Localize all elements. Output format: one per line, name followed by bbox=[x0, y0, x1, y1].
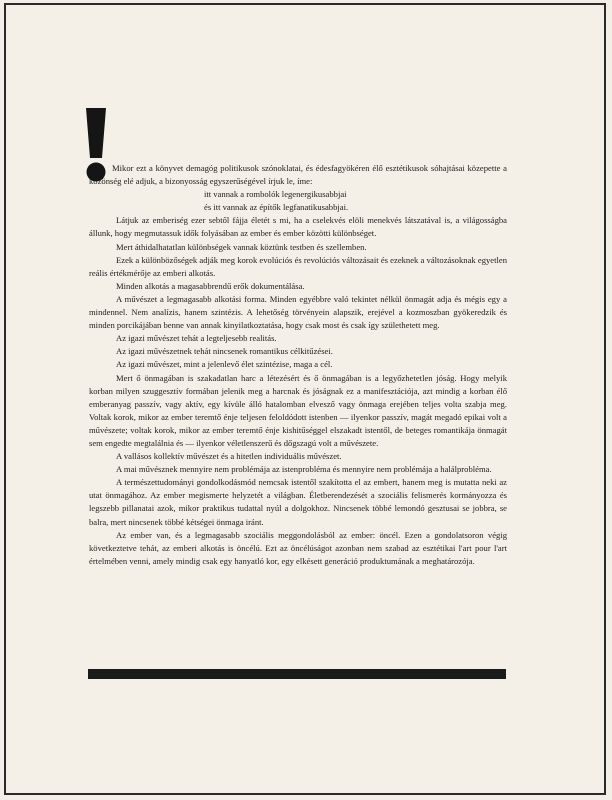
paragraph: A művészet a legmagasabb alkotási forma. Minden egyébbre való tekintet nélkül önmagát adja és mégis egy a mindennel. Nem analízis, hanem szintézis. A lehetőség törvényein alapszik, erejével a kozmoszban gyökeredzik és minden porcikájában benne van annak kinyilatkoztatása, hogy csak most és csak így születhetett meg. bbox=[89, 293, 507, 331]
closing-rule bbox=[88, 669, 506, 679]
indented-line: itt vannak a rombolók legenergikusabbjai bbox=[204, 189, 347, 200]
indented-line: és itt vannak az építők legfanatikusabbjai. bbox=[204, 202, 349, 213]
book-page bbox=[4, 3, 606, 795]
paragraph: A természettudományi gondolkodásmód nemcsak istentől szakította el az embert, hanem meg is mutatta neki az utat önmagához. Az ember megismerte helyzetét a világban. Életberendezését a szociális felismerés kormányozza és legszebb pillanatai azok, mikor praktikus tudattal nyúl a dolgokhoz. Nincsenek többé lemondó gesztusai se jobbra, se balra, mert nincsenek többé kétségei önmaga iránt. bbox=[89, 477, 507, 527]
paragraph: A vallásos kollektív művészet és a hitetlen individuális művészet. bbox=[116, 451, 342, 462]
paragraph: A mai művésznek mennyire nem problémája az istenprobléma és mennyire nem problémája a halálprobléma. bbox=[116, 464, 492, 475]
paragraph: Ezek a különbözőségek adják meg korok evolúciós és revolúciós változásait és ezeknek a változásoknak egyetlen reális értékmérője az emberi alkotás. bbox=[89, 254, 507, 278]
paragraph: Mert ő önmagában is szakadatlan harc a létezésért és ő önmagában is a legyőzhetetlen jóság. Hogy melyik korban milyen szuggesztív formában jelenik meg a harcnak és jóságnak ez a manifesztációja, azt mindig a korban élő emberanyag passzív, vagy aktív, egy kívüle álló hatalomban elvesző vagy önmaga erejében teljes volta szabja meg. Voltak korok, mikor az ember teremtő énje teljesen feloldódott istenben — ilyenkor passzív, magát megadó epikai volt a művészete; voltak korok, mikor az ember teremtő énje kishitűséggel elszakadt istentől, de beteges romantikája önmagát sem engedte megtalálnia és — ilyenkor véletlenszerű és dőgszagú volt a művészete. bbox=[89, 372, 507, 448]
paragraph: Az ember van, és a legmagasabb szociális meggondolásból az ember: öncél. Ezen a gondolatsoron végig következtetve tehát, az emberi alkotás is öncélú. Ezt az öncélúságot azonban nem szabad az esztétikai l'art pour l'art értelmében venni, amely mindig csak egy hanyatló kor, egy elkésett generáció produktumának a meghatározója. bbox=[89, 529, 507, 566]
paragraph: Az igazi művészetnek tehát nincsenek romantikus célkitűzései. bbox=[116, 346, 333, 357]
manifesto-text bbox=[89, 162, 507, 568]
paragraph: Az igazi művészet tehát a legteljesebb realitás. bbox=[116, 333, 277, 344]
paragraph: Mikor ezt a könyvet demagóg politikusok szónoklatai, és édesfagyökéren élő esztétikusok sóhajtásai közepette a közönség elé adjuk, a bizonyosság egyszerűségével írjuk le, íme: bbox=[89, 163, 507, 187]
paragraph: Mert áthidalhatatlan különbségek vannak köztünk testben és szellemben. bbox=[116, 241, 367, 252]
paragraph: Az igazi művészet, mint a jelenlevő élet szintézise, maga a cél. bbox=[116, 359, 333, 370]
paragraph: Minden alkotás a magasabbrendű erők dokumentálása. bbox=[116, 280, 305, 291]
paragraph: Látjuk az emberiség ezer sebtől fájja életét s mi, ha a cselekvés elöli menekvés látszatával is, a világosságba állunk, hogy megmutassuk idők folyásában az ember és ember közötti különbséget. bbox=[89, 215, 507, 239]
